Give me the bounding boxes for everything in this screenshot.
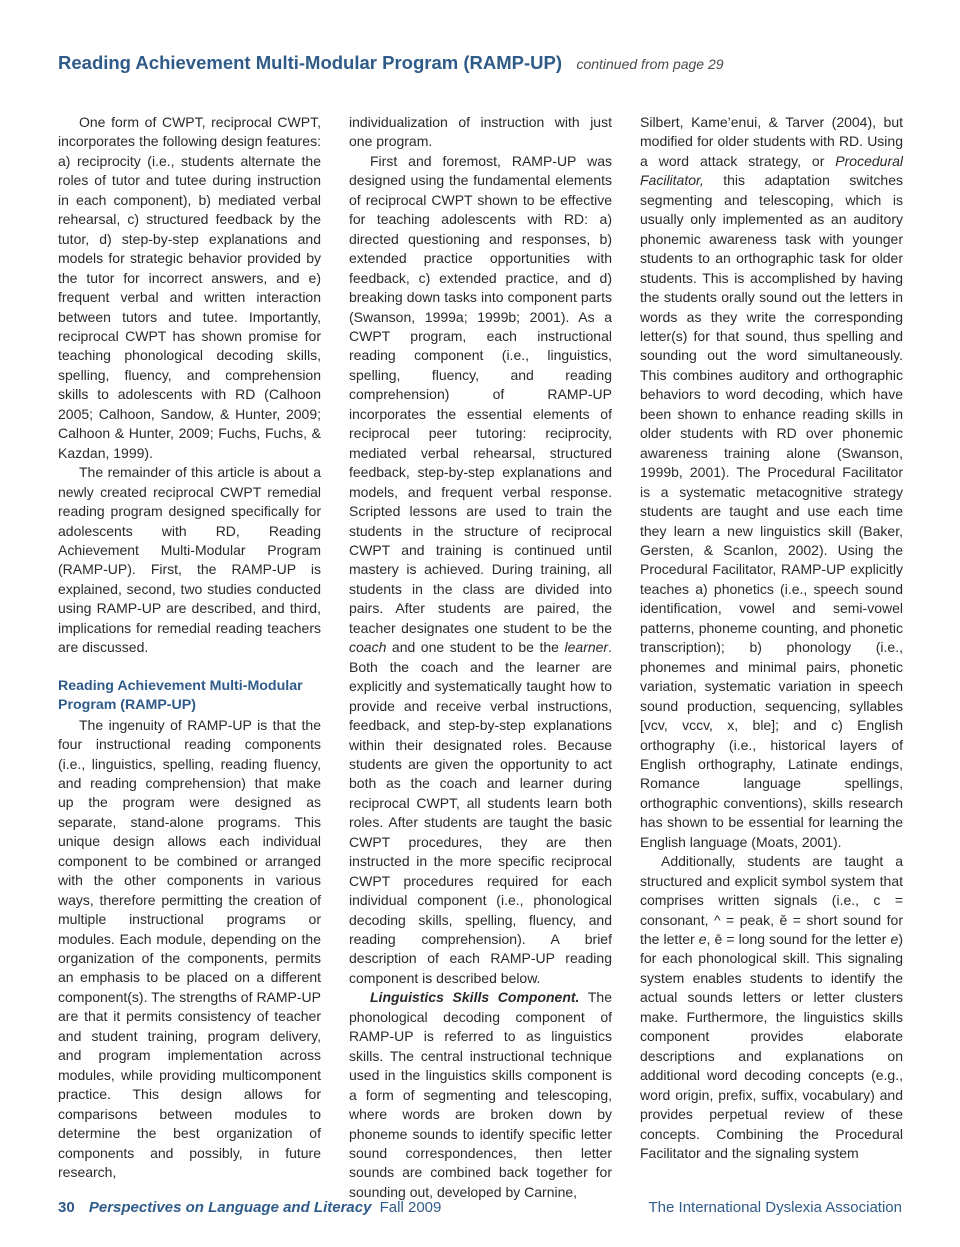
- text-run: , ē = long sound for the letter: [706, 931, 891, 948]
- text-run: this adaptation switches segmenting and telescoping, which is usually only implemented as an auditory phonemic awareness task with younger students to an orthographic task for older students. This is accomplished by having the students orally sound out the letters in words as they write the corresponding letter(s) for that sound, thus spelling and sounding out the word simultaneously. This combines auditory and orthographic behaviors to word decoding, which have been shown to enhance reading skills in older students with RD over phonemic awareness training alone (Swanson, 1999b, 2001). The Procedural Facilitator is a systematic metacognitive strategy students are taught and use each time they learn a new linguistics skill (Baker, Gersten, & Scanlon, 2002). Using the Procedural Facilitator, RAMP-UP explicitly teaches a) phonetics (i.e., speech sound identification, vowel and semi-vowel patterns, phoneme counting, and phonetic transcription); b) phonology (i.e., phonemes and minimal pairs, phonetic variation, systematic variation in speech sound production, sequencing, syllables [vcv, vccv, x, ble]; and c) English orthography (i.e., historical layers of English orthography, Latinate endings, Romance language spellings, orthographic conventions), skills research has shown to be essential for learning the English language (Moats, 2001).: [640, 172, 903, 850]
- italic-term: coach: [349, 639, 387, 656]
- paragraph: [640, 113, 903, 852]
- issue-date: Fall 2009: [379, 1199, 442, 1216]
- text-run: First and foremost, RAMP-UP was designed using the fundamental elements of reciprocal CWPT shown to be effective for teaching adolescents with RD: a) directed questioning and responses, b) extended practice opportunities with feedback, c) extended practice, and d) breaking down tasks into component parts (Swanson, 1999a; 1999b; 2001). As a CWPT program, each instructional reading component (i.e., linguistics, spelling, fluency, and reading comprehension) of RAMP-UP incorporates the essential elements of reciprocal peer tutoring: reciprocity, mediated verbal rehearsal, structured feedback, step-by-step explanations and models, and frequent verbal response. Scripted lessons are used to train the students in the structure of reciprocal CWPT and training is continued until mastery is achieved. During training, all students in the class are divided into pairs. After students are paired, the teacher designates one student to be the: [349, 152, 612, 636]
- text-run: Additionally, students are taught a structured and explicit symbol system that comprises written signals (i.e., c = consonant, ^ = peak, ĕ = short sound for the letter: [640, 853, 903, 948]
- paragraph: The remainder of this article is about a newly created reciprocal CWPT remedial reading program designed specifically for adolescents with RD, Reading Achievement Multi-Modular Program (RAMP-UP). First, the RAMP-UP is explained, second, two studies conducted using RAMP-UP are described, and third, implications for remedial reading teachers are discussed.: [58, 464, 321, 656]
- text-run: . Both the coach and the learner are explicitly and systematically taught how to provide and receive verbal instructions, feedback, and step-by-step explanations within their designated roles. Because students are given the opportunity to act both as the coach and learner during reciprocal CWPT, all students learn both roles. After students are taught the basic CWPT procedures, they are then instructed in the more specific reciprocal CWPT procedures required for each individual component (i.e., phonological decoding skills, spelling, fluency, and reading comprehension). A brief description of each RAMP-UP reading component is described below.: [349, 639, 612, 986]
- italic-term: learner: [564, 639, 609, 656]
- italic-term: e: [698, 931, 707, 948]
- continued-note: continued from page 29: [576, 56, 724, 72]
- column-2: [349, 113, 612, 1202]
- running-head: [58, 52, 920, 74]
- organization-name: The International Dyslexia Association: [648, 1199, 902, 1216]
- italic-term: Procedural Facilitator,: [640, 152, 903, 189]
- paragraph: individualization of instruction with just one program.: [349, 114, 612, 150]
- section-heading: Reading Achievement Multi-Modular Program (RAMP-UP): [58, 677, 303, 714]
- journal-name: Perspectives on Language and Literacy: [88, 1199, 372, 1216]
- text-run: and one student to be the: [386, 639, 565, 656]
- page-footer: [58, 1199, 902, 1216]
- text-run: The phonological decoding component of RAMP-UP is referred to as linguistics skills. The central instructional technique used in the linguistics skills component is a form of segmenting and telescoping, where words are broken down by phoneme sounds to identify specific letter sound correspondences, then letter sounds are combined back together for sounding out, developed by Carnine,: [349, 989, 612, 1200]
- paragraph: The ingenuity of RAMP-UP is that the four instructional reading components (i.e., linguistics, spelling, reading fluency, and reading comprehension) that make up the program were designed as separate, stand-alone programs. This unique design allows each individual component to be combined or arranged with the other components in various ways, therefore permitting the creation of multiple instructional programs or modules. Each module, depending on the organization of the components, permits an emphasis to be placed on a different component(s). The strengths of RAMP-UP are that it permits consistency of teacher and student training, program delivery, and program implementation across modules, while providing multicomponent practice. This design allows for comparisons between modules to determine the best organization of components and possibly, in future research,: [58, 716, 321, 1181]
- text-run: ) for each phonological skill. This signaling system enables students to identify the actual sounds letters or letter clusters make. Furthermore, the linguistics skills component provides elaborate descriptions and explanations on additional word decoding concepts (e.g., word origin, prefix, suffix, vocabulary) and provides perpetual review of these concepts. Combining the Procedural Facilitator and the signaling system: [640, 931, 903, 1162]
- paragraph: [640, 852, 903, 1163]
- text-run: Silbert, Kame’enui, & Tarver (2004), but modified for older students with RD. Using a word attack strategy, or: [640, 114, 903, 169]
- italic-term: e: [890, 931, 899, 948]
- page-number: 30: [58, 1199, 75, 1216]
- paragraph: [349, 152, 612, 988]
- paragraph: [349, 988, 612, 1202]
- column-3: [640, 113, 903, 1163]
- article-title: Reading Achievement Multi-Modular Program (RAMP-UP): [58, 52, 562, 73]
- column-1: [58, 113, 321, 1182]
- paragraph: One form of CWPT, reciprocal CWPT, incorporates the following design features: a) reciprocity (i.e., students alternate the roles of tutor and tutee during instruction in each component), b) mediated verbal rehearsal, c) structured feedback by the tutor, d) step-by-step explanations and models for strategic behavior provided by the tutor for incorrect answers, and e) frequent verbal and written interaction between tutors and tutee. Importantly, reciprocal CWPT has shown promise for teaching phonological decoding skills, spelling, fluency, and comprehension skills to adolescents with RD (Calhoon 2005; Calhoon, Sandow, & Hunter, 2009; Calhoon & Hunter, 2009; Fuchs, Fuchs, & Kazdan, 1999).: [58, 114, 321, 461]
- subsection-heading: Linguistics Skills Component.: [370, 989, 580, 1006]
